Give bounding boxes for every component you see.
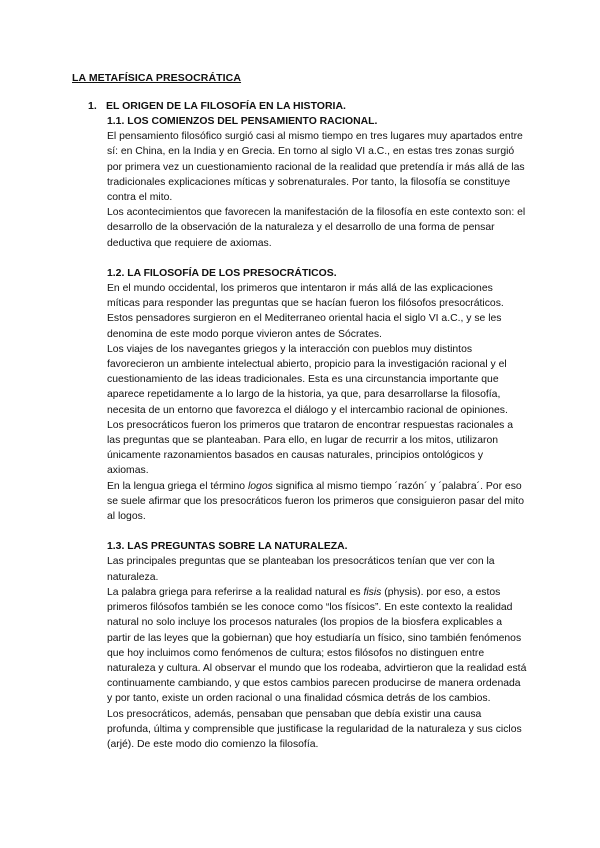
subsection-1-1-heading: 1.1. LOS COMIENZOS DEL PENSAMIENTO RACIONAL. <box>107 116 378 127</box>
document-body <box>107 114 527 752</box>
paragraph-text: En la lengua griega el término <box>107 480 248 492</box>
document-title: LA METAFÍSICA PRESOCRÁTICA <box>72 72 242 84</box>
paragraph: En el mundo occidental, los primeros que intentaron ir más allá de las explicaciones míticas para responder las preguntas que se hacían fueron los filósofos presocráticos. Estos pensadores surgieron en el Mediterraneo oriental hacia el siglo VI a.C., y se les denomina de este modo porque vivieron antes de Sócrates. <box>107 283 504 340</box>
paragraph: Las principales preguntas que se planteaban los presocráticos tenían que ver con la naturaleza. <box>107 556 495 583</box>
paragraph-text: (physis). por eso, a estos primeros filósofos también se les conoce como “los físicos”. En este contexto la realidad natural no solo incluye los procesos naturales (los propios de la biosfera explicables a partir de las leyes que la gobiernan) que hoy estudiaría un físico, sino también fenómenos que hoy incluimos como fenómenos de cultura; estos filósofos no distinguen entre naturaleza y cultura. Al observar el mundo que los rodeaba, advirtieron que la realidad está continuamente cambiando, y que estos cambios parecen producirse de manera ordenada y por tanto, existe un orden racional o una finalidad cósmica detrás de los cambios. <box>107 586 527 705</box>
term-logos: logos <box>247 480 273 492</box>
paragraph: Los presocráticos fueron los primeros que trataron de encontrar respuestas racionales a las preguntas que se planteaban. Para ello, en lugar de recurrir a los mitos, utilizaron únicamente razonamientos basados en causas naturales, principios ontológicos y axiomas. <box>107 419 514 477</box>
section-1-title: EL ORIGEN DE LA FILOSOFÍA EN LA HISTORIA. <box>106 100 346 112</box>
paragraph: Los acontecimientos que favorecen la manifestación de la filosofía en este contexto son: el desarrollo de la observación de la naturaleza y el desarrollo de una forma de pensar deductiva que requiere de axiomas. <box>107 207 526 249</box>
paragraph: El pensamiento filosófico surgió casi al mismo tiempo en tres lugares muy apartados entre sí: en China, en la India y en Grecia. En torno al siglo VI a.C., en estas tres zonas surgió por primera vez un cuestionamiento racional de la realidad que pretendía ir más allá de las tradicionales explicaciones míticas y sobrenaturales. Por tanto, la filosofía se constituye contra el mito. <box>107 131 525 204</box>
paragraph-text: significa al mismo tiempo ´razón´ y ´palabra´. Por eso se suele afirmar que los presocráticos fueron los primeros que consiguieron pasar del mito al logos. <box>107 480 524 523</box>
paragraph: Los presocráticos, además, pensaban que pensaban que debía existir una causa profunda, última y comprensible que justificase la regularidad de la naturaleza y sus ciclos (arjé). De este modo dio comienzo la filosofía. <box>107 708 522 750</box>
subsection-1-3-heading: 1.3. LAS PREGUNTAS SOBRE LA NATURALEZA. <box>107 541 348 553</box>
subsection-1-2-heading: 1.2. LA FILOSOFÍA DE LOS PRESOCRÁTICOS. <box>107 267 337 279</box>
paragraph <box>107 585 527 707</box>
section-1-heading <box>88 100 346 112</box>
term-fisis: fisis <box>363 586 382 598</box>
section-1-number: 1. <box>88 100 97 112</box>
paragraph: Los viajes de los navegantes griegos y la interacción con pueblos muy distintos favorecieron un ambiente intelectual abierto, propicio para la investigación racional y el cuestionamiento de las ideas tradicionales. Esta es una circunstancia importante que aparece repetidamente a lo largo de la historia, ya que, para desarrollarse la filosofía, necesita de un entorno que favorezca el diálogo y el intercambio racional de opiniones. <box>107 343 508 416</box>
paragraph-text: La palabra griega para referirse a la realidad natural es <box>107 586 364 598</box>
paragraph <box>107 479 527 525</box>
